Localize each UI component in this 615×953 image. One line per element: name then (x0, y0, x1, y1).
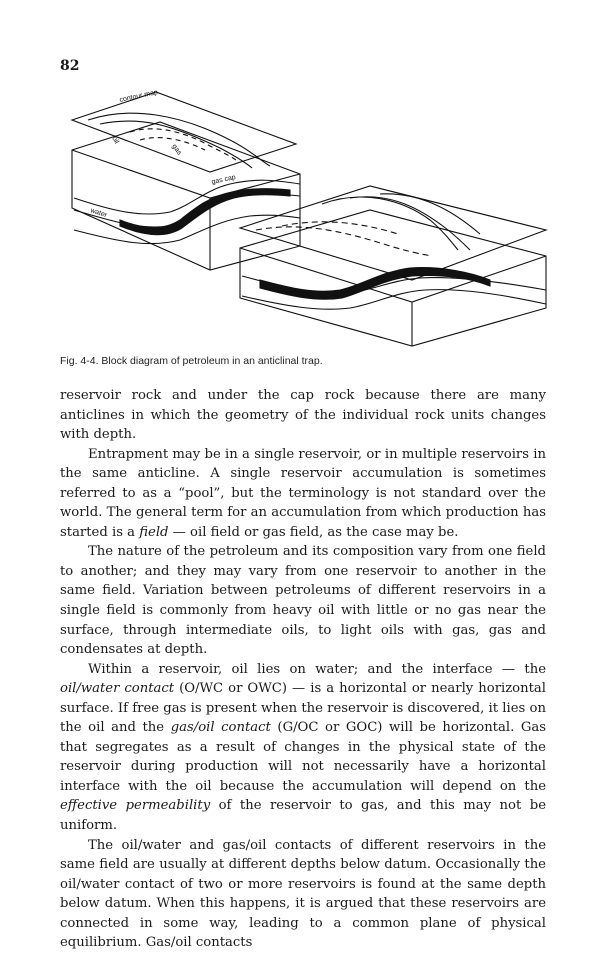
paragraph-3: The nature of the petroleum and its composition vary from one field to another; and they may vary from one reservoir to another in the same field. Variation between petroleums of different reservoirs in a single field is commonly from heavy oil with little or no gas near the surface, through intermediate oils, to light oils with gas, gas and condensates at depth. (60, 544, 546, 658)
right-contour-dash (256, 227, 432, 256)
term-oil-water-contact: oil/water contact (60, 681, 175, 697)
paragraph-4: Within a reservoir, oil lies on water; and the interface — the oil/water contact (O/WC or OWC) — is a horizontal or nearly horizontal surface. If free gas is present when the reservoir is discovered, it lies on the oil and the gas/oil contact (G/OC or GOC) will be horizontal. Gas that segregates as a result of changes in the physical state of the reservoir during production will not necessarily have a horizontal interface with the oil because the accumulation will depend on the effective permeability of the reservoir to gas, and this may not be uniform. (60, 661, 547, 834)
label-water: water (89, 207, 108, 220)
left-block-outline (72, 122, 300, 270)
paragraph-5: The oil/water and gas/oil contacts of different reservoirs in the same field are usually at different depths below datum. Occasionally the oil/water contact of two or more reservoirs is found at the same depth below datum. When this happens, it is argued that these reservoirs are connected in some way, leading to a common plane of physical equilibrium. Gas/oil contacts (60, 837, 546, 951)
right-oil-band (260, 268, 490, 300)
body-text (60, 386, 546, 953)
page-number: 82 (60, 58, 80, 74)
paragraph-1: reservoir rock and under the cap rock because there are many anticlines in which the geometry of the individual rock units changes with depth. (60, 388, 546, 443)
right-contour-line (380, 194, 480, 234)
figure-caption: Fig. 4-4. Block diagram of petroleum in an anticlinal trap. (60, 355, 323, 367)
right-contour-line (322, 197, 458, 250)
block-diagram-figure (60, 80, 560, 350)
term-effective-permeability: effective permeability (60, 798, 211, 814)
term-gas-oil-contact: gas/oil contact (170, 720, 271, 736)
left-strata (74, 180, 300, 214)
label-gas-cap: gas cap (210, 174, 237, 186)
label-oil: oil (110, 135, 120, 146)
label-gas: gas (170, 143, 183, 157)
left-oil-band (120, 189, 290, 235)
paragraph-2: Entrapment may be in a single reservoir, or in multiple reservoirs in the same anticline. A single reservoir accumulation is sometimes referred to as a “pool”, but the terminology is not standard over the world. The general term for an accumulation from which production has started is a field — oil field or gas field, as the case may be. (60, 446, 546, 540)
term-field: field (139, 524, 169, 540)
label-contour-map: contour map (118, 89, 159, 104)
